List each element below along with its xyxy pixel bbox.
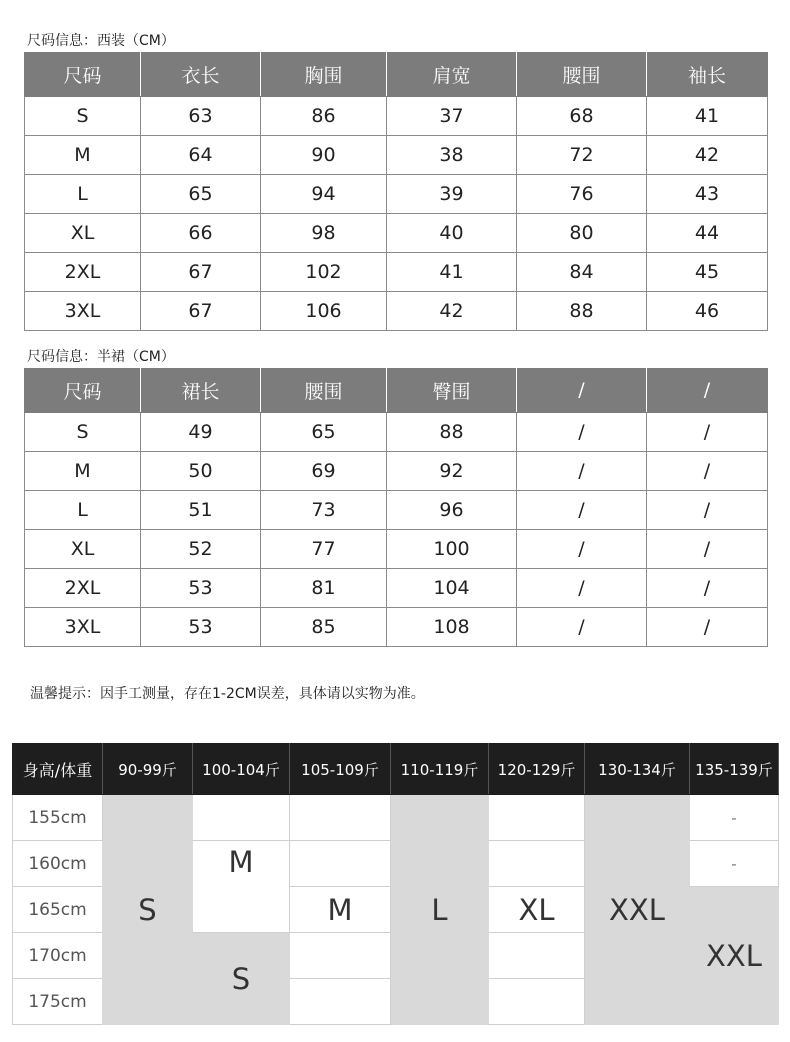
table-cell: 88 [517,292,647,331]
suit-caption: 尺码信息：西装（CM） [27,33,175,49]
table-cell: 65 [261,413,387,452]
table-cell: 37 [387,97,517,136]
table-cell: / [517,530,647,569]
table-cell [585,933,690,979]
table-cell: 3XL [25,292,141,331]
table-cell: 67 [141,253,261,292]
table-row [25,214,768,253]
table-cell: 80 [517,214,647,253]
table-cell: S [25,413,141,452]
table-row [25,253,768,292]
table-cell: / [647,569,768,608]
table-cell: 65 [141,175,261,214]
size-cell-l: L [391,887,489,933]
table-header-row [25,368,768,413]
table-row [25,530,768,569]
table-cell [290,795,391,841]
table-cell: / [647,413,768,452]
table-cell: 44 [647,214,768,253]
table-row [13,795,779,841]
col-header: 130-134斤 [585,744,690,795]
table-row [25,452,768,491]
col-header: 90-99斤 [103,744,193,795]
col-header: 腰围 [261,368,387,413]
table-row [25,413,768,452]
table-cell: 40 [387,214,517,253]
size-cell-xxl: XXL [690,887,779,1025]
table-cell: 72 [517,136,647,175]
table-cell [489,841,585,887]
table-cell [290,979,391,1025]
col-header: 尺码 [25,52,141,97]
table-row [25,97,768,136]
table-cell: 69 [261,452,387,491]
table-header-row [25,52,768,97]
table-cell: 96 [387,491,517,530]
col-header: 臀围 [387,368,517,413]
table-cell: 108 [387,608,517,647]
table-cell: 38 [387,136,517,175]
suit-size-table [24,52,768,331]
table-cell: M [25,136,141,175]
table-cell: 53 [141,608,261,647]
table-cell: / [647,452,768,491]
table-cell: 51 [141,491,261,530]
table-cell [391,841,489,887]
col-header: 身高/体重 [13,744,103,795]
table-cell: 49 [141,413,261,452]
table-cell: 100 [387,530,517,569]
table-cell [489,795,585,841]
table-cell: XL [25,530,141,569]
col-header: 袖长 [647,52,768,97]
table-cell: 2XL [25,253,141,292]
size-cell-xl: XL [489,887,585,933]
table-cell: L [25,491,141,530]
table-row [25,491,768,530]
table-cell: 106 [261,292,387,331]
table-cell [489,933,585,979]
table-cell: / [517,608,647,647]
col-header: 胸围 [261,52,387,97]
size-cell-s: S [103,795,193,1025]
table-cell [290,841,391,887]
table-cell: / [517,569,647,608]
table-cell [585,795,690,841]
size-cell-m: M [290,887,391,933]
table-cell: 42 [647,136,768,175]
table-cell: XL [25,214,141,253]
table-cell: 94 [261,175,387,214]
table-cell: L [25,175,141,214]
size-cell-xxl: XXL [585,887,690,933]
col-header: / [517,368,647,413]
table-row [25,608,768,647]
table-cell: 88 [387,413,517,452]
table-cell: 92 [387,452,517,491]
table-cell: 45 [647,253,768,292]
col-header: 肩宽 [387,52,517,97]
height-label: 160cm [13,841,103,887]
col-header: / [647,368,768,413]
table-cell: 3XL [25,608,141,647]
table-row [25,569,768,608]
table-cell: 66 [141,214,261,253]
skirt-caption: 尺码信息：半裙（CM） [27,349,175,365]
col-header: 120-129斤 [489,744,585,795]
table-cell: 39 [387,175,517,214]
table-row [25,136,768,175]
table-cell: 81 [261,569,387,608]
table-cell: 90 [261,136,387,175]
table-cell: 85 [261,608,387,647]
table-cell: 104 [387,569,517,608]
height-label: 165cm [13,887,103,933]
table-cell: M [25,452,141,491]
col-header: 衣长 [141,52,261,97]
table-cell: 46 [647,292,768,331]
height-label: 170cm [13,933,103,979]
table-cell: 53 [141,569,261,608]
table-cell: 2XL [25,569,141,608]
table-cell: 41 [647,97,768,136]
col-header: 裙长 [141,368,261,413]
table-row [25,175,768,214]
table-cell: - [690,841,779,887]
table-cell: / [517,413,647,452]
col-header: 110-119斤 [391,744,489,795]
table-cell: 63 [141,97,261,136]
table-cell: S [25,97,141,136]
table-cell: 52 [141,530,261,569]
table-cell [290,933,391,979]
col-header: 100-104斤 [193,744,290,795]
table-cell [489,979,585,1025]
table-cell [193,795,290,841]
table-cell [391,979,489,1025]
table-cell: 64 [141,136,261,175]
table-cell [585,979,690,1025]
col-header: 135-139斤 [690,744,779,795]
table-cell: 102 [261,253,387,292]
table-cell: / [517,452,647,491]
table-cell [585,841,690,887]
table-cell: / [517,491,647,530]
table-cell: - [690,795,779,841]
table-cell: 50 [141,452,261,491]
table-row [25,292,768,331]
table-cell: 67 [141,292,261,331]
skirt-size-table [24,368,768,647]
table-cell: / [647,530,768,569]
table-cell: 77 [261,530,387,569]
col-header: 尺码 [25,368,141,413]
height-weight-table [12,743,779,1025]
table-cell: 98 [261,214,387,253]
table-header-row [13,744,779,795]
table-cell: 41 [387,253,517,292]
table-cell: 68 [517,97,647,136]
table-cell: / [647,491,768,530]
table-cell: 43 [647,175,768,214]
table-cell: 84 [517,253,647,292]
size-cell-s: S [193,933,290,1025]
height-label: 155cm [13,795,103,841]
table-cell: 42 [387,292,517,331]
col-header: 105-109斤 [290,744,391,795]
table-cell: 73 [261,491,387,530]
size-cell-m: M [193,841,290,933]
table-cell: 76 [517,175,647,214]
table-cell [391,795,489,841]
col-header: 腰围 [517,52,647,97]
table-cell: 86 [261,97,387,136]
table-cell: / [647,608,768,647]
measurement-note: 温馨提示：因手工测量，存在1-2CM误差，具体请以实物为准。 [30,686,425,702]
table-cell [391,933,489,979]
height-label: 175cm [13,979,103,1025]
